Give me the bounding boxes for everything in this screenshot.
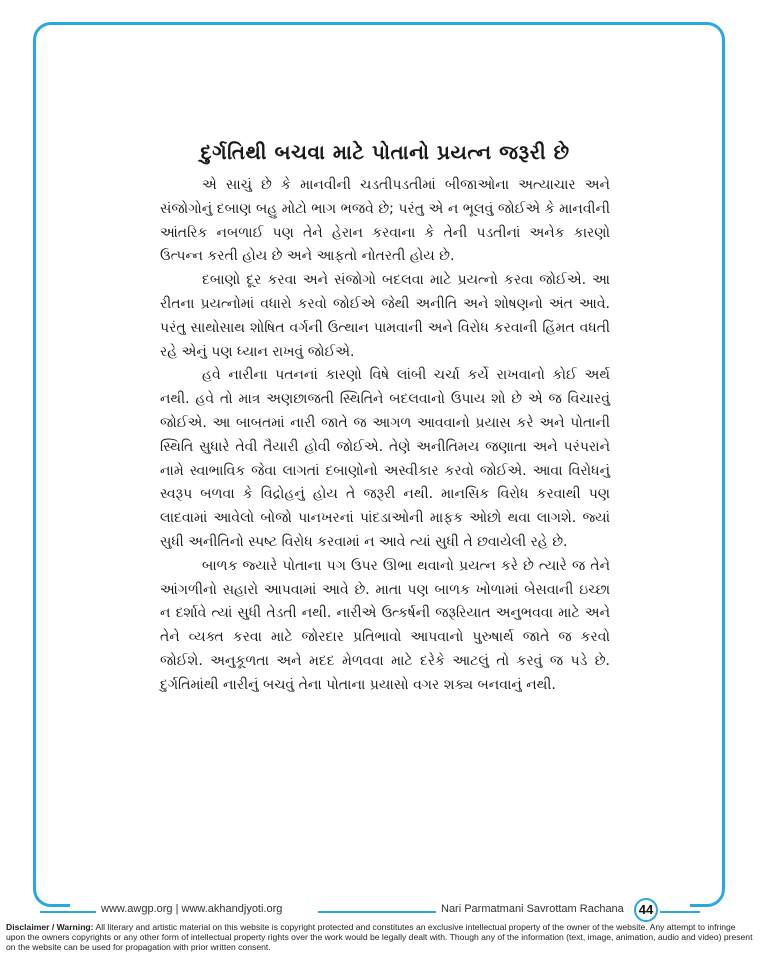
page-number: 44 bbox=[634, 898, 658, 922]
footer-book-title: Nari Parmatmani Savrottam Rachana bbox=[437, 903, 628, 915]
paragraph-3: હવે નારીના પતનનાં કારણો વિષે લાંબી ચર્ચા કર્યે રાખવાનો કોઈ અર્થ નથી. હવે તો માત્ર અણછાજતી સ્થિતિને બદલવાનો ઉપાય શો છે એ જ વિચારવું જોઈએ. આ બાબતમાં નારી જાતે જ આગળ આવવાનો પ્રયાસ કરે અને પોતાની સ્થિતિ સુધારે તેવી તૈયારી હોવી જોઈએ. તેણે અનીતિમય જણાતા અને પરંપરાને નામે સ્વાભાવિક જેવા લાગતાં દબાણોનો અસ્વીકાર કરવો જોઈએ. આવા વિરોધનું સ્વરૂપ બળવા કે વિદ્રોહનું હોય તે જરૂરી નથી. માનસિક વિરોધ કરવાથી પણ લાદવામાં આવેલો બોજો પાનખરનાં પાંદડાઓની માફક ઓછો થવા લાગશે. જ્યાં સુધી અનીતિનો સ્પષ્ટ વિરોધ કરવામાં ન આવે ત્યાં સુધી તે છવાયેલી રહે છે. bbox=[160, 367, 610, 550]
disclaimer bbox=[6, 922, 756, 952]
paragraph-4: બાળક જ્યારે પોતાના પગ ઉપર ઊભા થવાનો પ્રયત્ન કરે છે ત્યારે જ તેને આંગળીનો સહારો આપવામાં આવે છે. માતા પણ બાળક ખોળામાં બેસવાની ઇચ્છા ન દર્શાવે ત્યાં સુધી તેડતી નથી. નારીએ ઉત્કર્ષની જરૂરિયાત અનુભવવા માટે અને તેને વ્યક્ત કરવા માટે જોરદાર પ્રતિભાવો આપવાનો પુરુષાર્થ જાતે જ કરવો જોઈશે. અનુકૂળતા અને મદદ મેળવવા માટે દરેકે આટલું તો કરવું જ પડે છે. દુર્ગતિમાંથી નારીનું બચવું તેના પોતાના પ્રયાસો વગર શક્ય બનવાનું નથી. bbox=[160, 557, 610, 693]
disclaimer-label: Disclaimer / Warning: bbox=[6, 922, 94, 932]
paragraph-1: એ સાચું છે કે માનવીની ચડતીપડતીમાં બીજાઓના અત્યાચાર અને સંજોગોનું દબાણ બહુ મોટો ભાગ ભજવે છે; પરંતુ એ ન ભૂલવું જોઈએ કે માનવીની આંતરિક નબળાઈ પણ તેને હેરાન કરવાના કે તેની પડતીનાં અનેક કારણો ઉત્પન્ન કરતી હોય છે અને આફતો નોતરતી હોય છે. bbox=[160, 177, 610, 265]
footer-rule-right bbox=[660, 911, 700, 913]
footer-rule-middle bbox=[318, 911, 436, 913]
article-title: દુર્ગતિથી બચવા માટે પોતાનો પ્રયત્ન જરૂરી છે bbox=[200, 140, 570, 164]
footer-website-links[interactable]: www.awgp.org | www.akhandjyoti.org bbox=[97, 903, 286, 915]
footer-rule-left bbox=[40, 911, 96, 913]
disclaimer-text: All literary and artistic material on this website is copyright protected and constitutes an exclusive intellectual property of the owner of the website. Any attempt to infringe upon the owners copyrights or any other form of intellectual property rights over the work would be legally dealt with. Though any of the information (text, image, animation, audio and video) present on the website can be used for propagation with prior written consent. bbox=[6, 922, 753, 952]
paragraph-2: દબાણો દૂર કરવા અને સંજોગો બદલવા માટે પ્રયત્નો કરવા જોઈએ. આ રીતના પ્રયત્નોમાં વધારો કરવો જોઈએ જેથી અનીતિ અને શોષણનો અંત આવે. પરંતુ સાથોસાથ શોષિત વર્ગની ઉત્થાન પામવાની અને વિરોધ કરવાની હિંમત વધતી રહે એનું પણ ધ્યાન રાખવું જોઈએ. bbox=[160, 272, 610, 360]
article bbox=[160, 140, 610, 698]
